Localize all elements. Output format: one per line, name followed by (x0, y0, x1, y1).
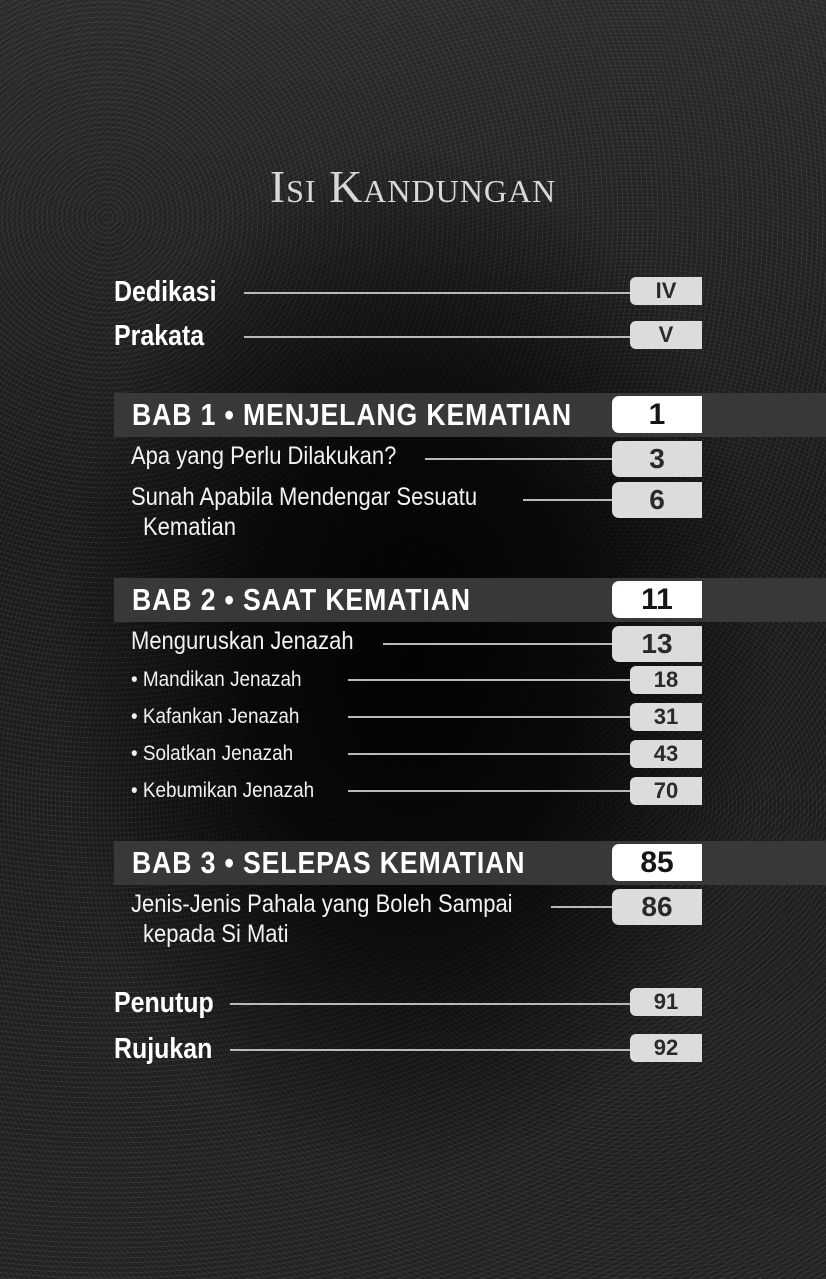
chapter-heading-bab-1[interactable] (114, 393, 826, 437)
page-number: IV (630, 277, 702, 305)
entry-label: Rujukan (114, 1033, 213, 1065)
chapter-heading-bab-3[interactable] (114, 841, 826, 885)
leader-line (551, 906, 612, 908)
chapter-title: BAB 1 • MENJELANG KEMATIAN (132, 397, 573, 432)
chapter-title: BAB 2 • SAAT KEMATIAN (132, 582, 471, 617)
leader-line (230, 1003, 630, 1005)
leader-line (244, 336, 630, 338)
page-number: 18 (630, 666, 702, 694)
toc-section-apa-yang-perlu[interactable] (131, 441, 702, 477)
toc-item-kafankan-jenazah[interactable] (131, 702, 702, 732)
leader-line (425, 458, 612, 460)
page-number: 86 (612, 889, 702, 925)
page-number: 92 (630, 1034, 702, 1062)
toc-item-mandikan-jenazah[interactable] (131, 665, 702, 695)
page-title: Isi Kandungan (269, 161, 557, 212)
section-label-cont: kepada Si Mati (143, 920, 289, 948)
page-number: 70 (630, 777, 702, 805)
toc-entry-rujukan[interactable] (114, 1033, 702, 1069)
leader-line (383, 643, 612, 645)
toc-item-solatkan-jenazah[interactable] (131, 739, 702, 769)
item-label: • Kafankan Jenazah (131, 705, 300, 728)
section-label: Menguruskan Jenazah (131, 627, 354, 655)
toc-entry-prakata[interactable] (114, 320, 702, 356)
chapter-heading-bab-2[interactable] (114, 578, 826, 622)
leader-line (244, 292, 630, 294)
entry-label: Prakata (114, 320, 205, 352)
entry-label: Penutup (114, 987, 214, 1019)
toc-item-kebumikan-jenazah[interactable] (131, 776, 702, 806)
toc-section-menguruskan-jenazah[interactable] (131, 626, 702, 662)
page-number: 6 (612, 482, 702, 518)
page-number: 13 (612, 626, 702, 662)
leader-line (348, 716, 630, 718)
toc-entry-penutup[interactable] (114, 987, 702, 1023)
item-label: • Mandikan Jenazah (131, 668, 302, 691)
chapter-page-number: 1 (612, 396, 702, 433)
page-number: 91 (630, 988, 702, 1016)
page-number: V (630, 321, 702, 349)
leader-line (523, 499, 612, 501)
entry-label: Dedikasi (114, 276, 217, 308)
leader-line (230, 1049, 630, 1051)
item-label: • Solatkan Jenazah (131, 742, 294, 765)
leader-line (348, 753, 630, 755)
chapter-page-number: 85 (612, 844, 702, 881)
toc-entry-dedikasi[interactable] (114, 276, 702, 312)
section-label: Apa yang Perlu Dilakukan? (131, 442, 397, 470)
page-number: 43 (630, 740, 702, 768)
chapter-page-number: 11 (612, 581, 702, 618)
leader-line (348, 790, 630, 792)
section-label: Jenis-Jenis Pahala yang Boleh Sampai (131, 890, 513, 918)
chapter-title: BAB 3 • SELEPAS KEMATIAN (132, 845, 526, 880)
toc-section-jenis-jenis-pahala[interactable] (131, 889, 702, 951)
page-number: 3 (612, 441, 702, 477)
section-label: Sunah Apabila Mendengar Sesuatu (131, 483, 478, 511)
section-label-cont: Kematian (143, 513, 236, 541)
toc-section-sunah-apabila[interactable] (131, 482, 702, 544)
item-label: • Kebumikan Jenazah (131, 779, 315, 802)
page-number: 31 (630, 703, 702, 731)
leader-line (348, 679, 630, 681)
